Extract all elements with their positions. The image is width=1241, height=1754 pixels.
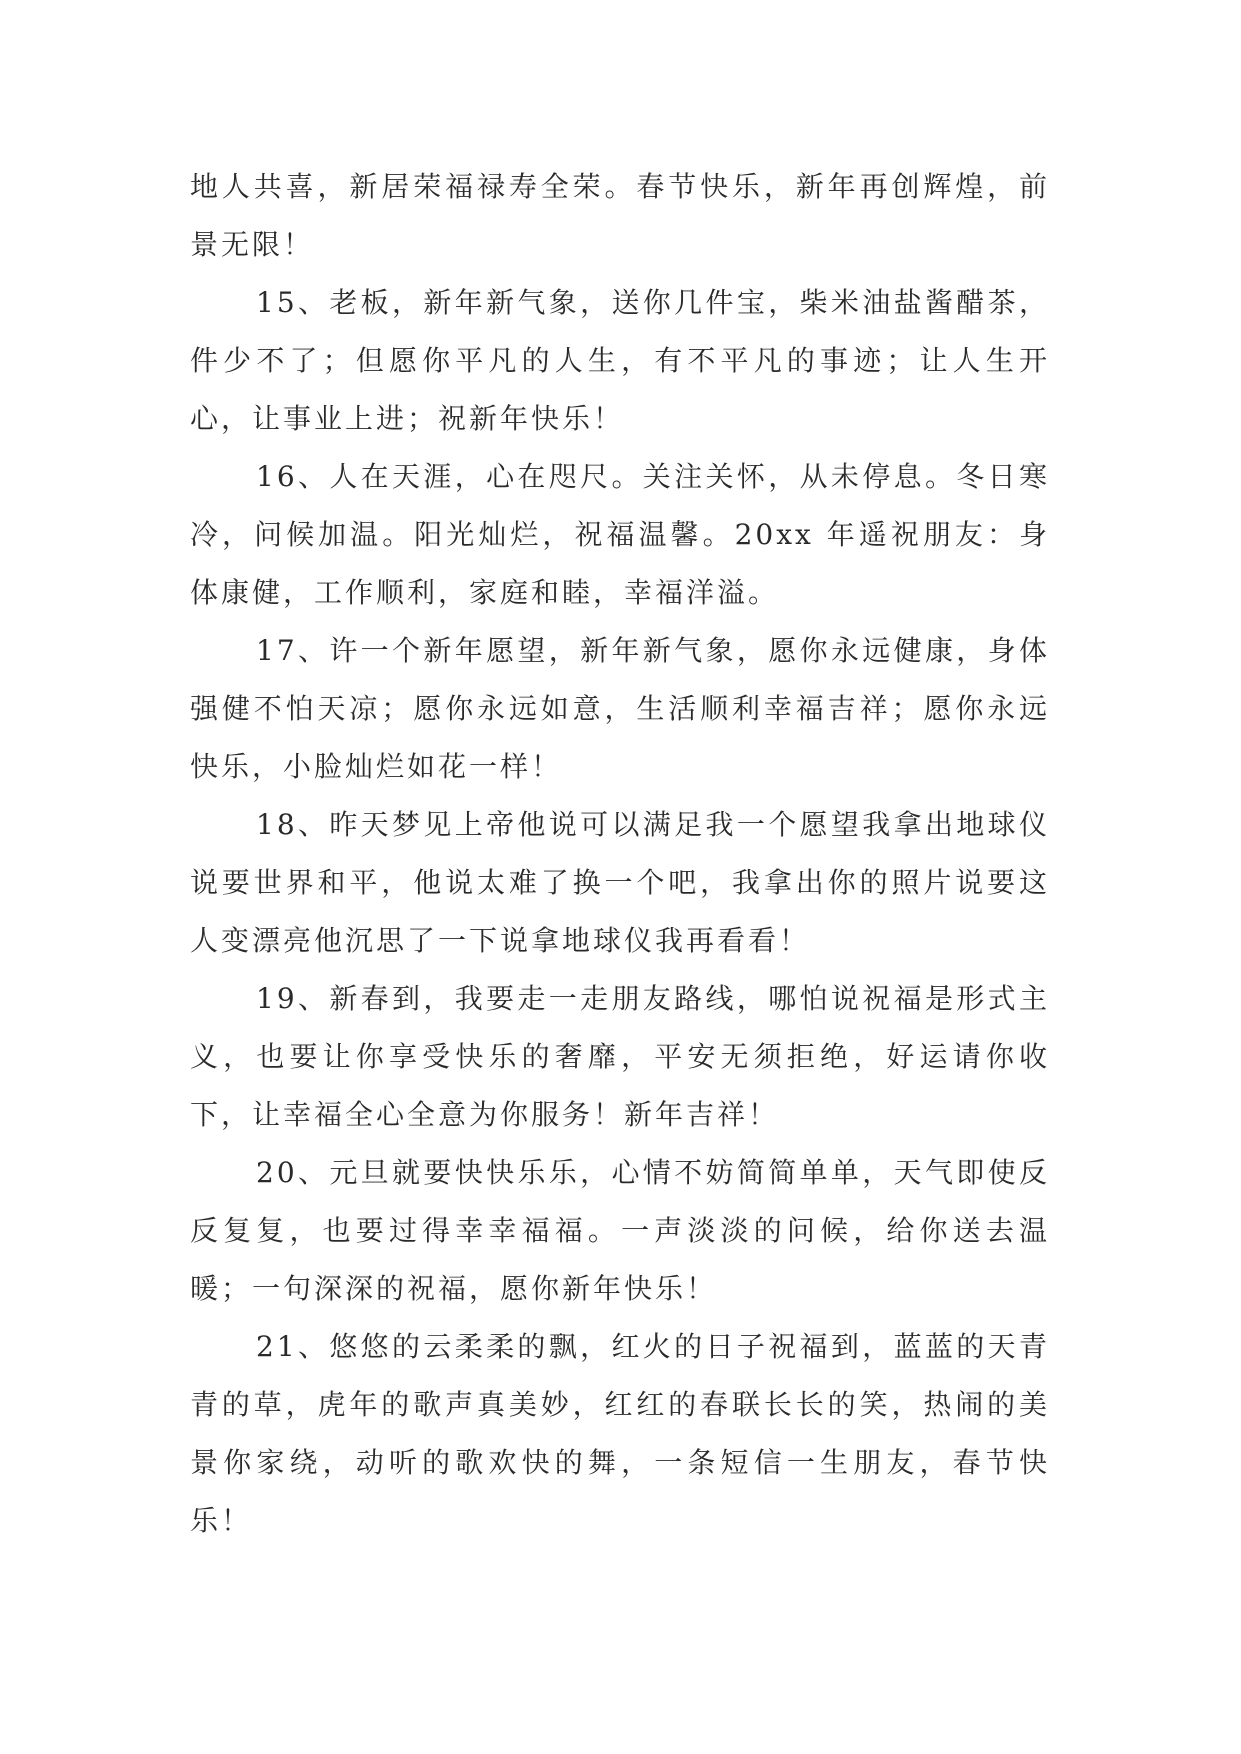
- paragraph-19: 19、新春到，我要走一走朋友路线，哪怕说祝福是形式主义，也要让你享受快乐的奢靡，平安无须拒绝，好运请你收下，让幸福全心全意为你服务！新年吉祥！: [190, 982, 1050, 1131]
- document-body: [190, 158, 1050, 1550]
- paragraph-15: 15、老板，新年新气象，送你几件宝，柴米油盐酱醋茶，件少不了；但愿你平凡的人生，有不平凡的事迹；让人生开心，让事业上进；祝新年快乐！: [190, 286, 1050, 435]
- paragraph-21: 21、悠悠的云柔柔的飘，红火的日子祝福到，蓝蓝的天青青的草，虎年的歌声真美妙，红红的春联长长的笑，热闹的美景你家绕，动听的歌欢快的舞，一条短信一生朋友，春节快乐！: [190, 1330, 1050, 1537]
- paragraph-20: 20、元旦就要快快乐乐，心情不妨简简单单，天气即使反反复复，也要过得幸幸福福。一声淡淡的问候，给你送去温暖；一句深深的祝福，愿你新年快乐！: [190, 1156, 1050, 1305]
- paragraph-18: 18、昨天梦见上帝他说可以满足我一个愿望我拿出地球仪说要世界和平，他说太难了换一个吧，我拿出你的照片说要这人变漂亮他沉思了一下说拿地球仪我再看看！: [190, 808, 1050, 957]
- paragraph-continuation: 地人共喜，新居荣福禄寿全荣。春节快乐，新年再创辉煌，前景无限！: [190, 170, 1050, 261]
- paragraph-16: 16、人在天涯，心在咫尺。关注关怀，从未停息。冬日寒冷，问候加温。阳光灿烂，祝福温馨。20xx 年遥祝朋友：身体康健，工作顺利，家庭和睦，幸福洋溢。: [190, 460, 1050, 609]
- paragraph-17: 17、许一个新年愿望，新年新气象，愿你永远健康，身体强健不怕天凉；愿你永远如意，生活顺利幸福吉祥；愿你永远快乐，小脸灿烂如花一样！: [190, 634, 1050, 783]
